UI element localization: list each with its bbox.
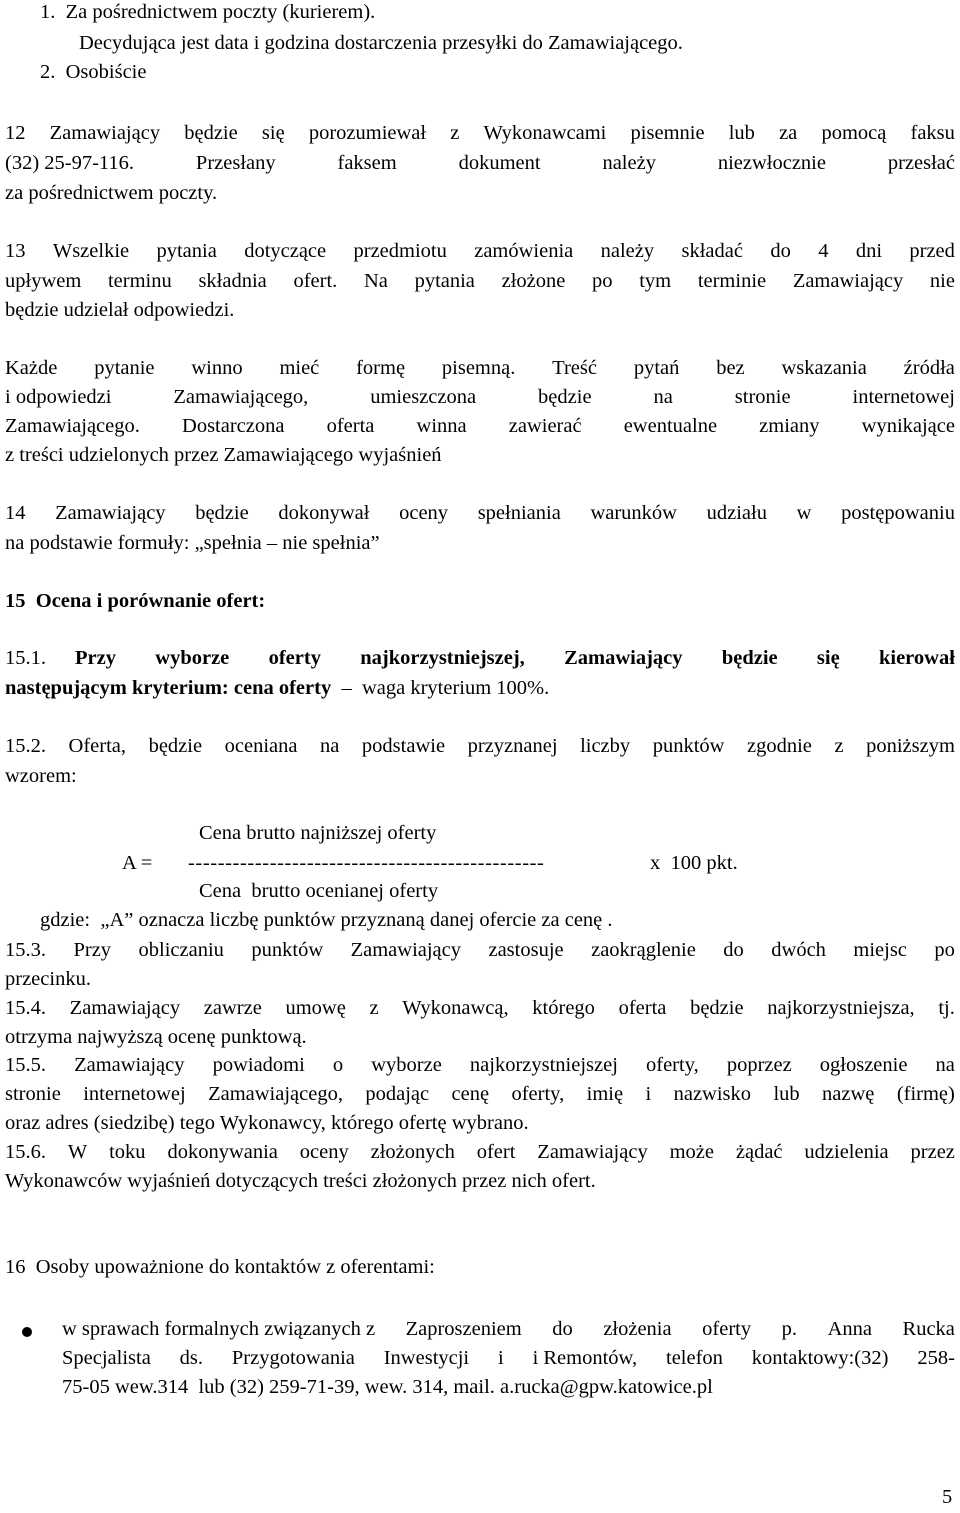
word: się [261, 122, 285, 144]
word: oceny [399, 502, 449, 524]
word: obliczaniu [138, 939, 224, 961]
word: złożenia [603, 1318, 672, 1340]
word: należy [600, 240, 655, 262]
word: nazwisko [673, 1083, 752, 1105]
word: w [796, 502, 812, 524]
word: Przy [75, 647, 116, 669]
s13-para-line-4: z treści udzielonych przez Zamawiającego wyjaśnień [5, 444, 442, 466]
word: (firmę) [896, 1083, 955, 1105]
word: oferta [618, 997, 667, 1019]
word: ds. [179, 1347, 204, 1369]
word: upływem [5, 270, 82, 292]
word: Przesłany [195, 152, 276, 174]
word: zawrze [203, 997, 262, 1019]
word: Zaproszeniem [405, 1318, 522, 1340]
word: zawierać [508, 415, 582, 437]
word: przez [910, 1141, 955, 1163]
word: zmiany [759, 415, 820, 437]
word: powiadomi [212, 1054, 305, 1076]
word: 15.5. [5, 1054, 46, 1076]
word: internetowej [83, 1083, 186, 1105]
word: nie [929, 270, 955, 292]
formula-lhs: A = [122, 852, 153, 874]
s16-bullet-line-1 [62, 1316, 955, 1342]
s14-line-1 [5, 500, 955, 526]
word: Wykonawcami [483, 122, 607, 144]
word: (32) 25-97-116. [5, 152, 135, 174]
list-item-1: 1. Za pośrednictwem poczty (kurierem). [40, 1, 376, 23]
criterion-weight: – waga kryterium 100%. [331, 677, 550, 699]
word: pisemnie [630, 122, 705, 144]
s16-bullet-line-3: 75-05 wew.314 lub (32) 259-71-39, wew. 314, mail. a.rucka@gpw.katowice.pl [62, 1376, 713, 1398]
word: po [592, 270, 613, 292]
word: ofert. [293, 270, 338, 292]
word: zamówienia [474, 240, 574, 262]
word: oferty, [646, 1054, 699, 1076]
word: oferty [702, 1318, 752, 1340]
word: pytania [156, 240, 217, 262]
word: 12 [5, 122, 26, 144]
s15-1-line-1 [75, 645, 955, 671]
s12-line-2 [5, 150, 955, 176]
formula-where: gdzie: „A” oznacza liczbę punktów przyznaną danej ofercie za cenę . [40, 909, 613, 931]
word: udziału [706, 502, 767, 524]
word: Zamawiający [69, 997, 181, 1019]
s13-para-line-2 [5, 384, 955, 410]
word: złożone [501, 270, 566, 292]
word: oceny [299, 1141, 349, 1163]
word: Dostarczona [182, 415, 285, 437]
word: składać [681, 240, 743, 262]
word: ofert [476, 1141, 516, 1163]
s13-line-2 [5, 268, 955, 294]
word: w sprawach formalnych związanych z [62, 1318, 376, 1340]
word: należy [602, 152, 656, 174]
word: 15.3. [5, 939, 46, 961]
word: W [67, 1141, 88, 1163]
word: poprzez [726, 1054, 792, 1076]
word: przedmiotu [353, 240, 447, 262]
word: 258- [917, 1347, 955, 1369]
word: najkorzystniejszej, [360, 647, 525, 669]
word: dni [855, 240, 883, 262]
word: tj. [938, 997, 955, 1019]
word: oferty, [511, 1083, 565, 1105]
word: 15.2. [5, 735, 46, 757]
word: żądać [735, 1141, 783, 1163]
s15-2-line-1 [5, 733, 955, 759]
word: liczby [580, 735, 631, 757]
s15-4-line-2: otrzyma najwyższą ocenę punktową. [5, 1026, 307, 1048]
s15-3-line-2: przecinku. [5, 968, 91, 990]
word: winno [191, 357, 243, 379]
s15-6-line-1 [5, 1139, 955, 1165]
word: Zamawiający [792, 270, 904, 292]
word: nazwę [822, 1083, 875, 1105]
word: na [935, 1054, 955, 1076]
word: którego [532, 997, 595, 1019]
word: dotyczące [244, 240, 327, 262]
s13-para-line-3 [5, 413, 955, 439]
word: niezwłocznie [717, 152, 826, 174]
s13-line-1 [5, 238, 955, 264]
word: Zamawiający [74, 1054, 185, 1076]
word: warunków [590, 502, 677, 524]
word: telefon [666, 1347, 723, 1369]
word: dokument [458, 152, 541, 174]
word: pytania [414, 270, 475, 292]
word: będzie [690, 997, 744, 1019]
word: Specjalista [62, 1347, 151, 1369]
word: wyborze [155, 647, 230, 669]
word: do [770, 240, 791, 262]
word: do [552, 1318, 573, 1340]
word: Rucka [902, 1318, 955, 1340]
word: oceniana [224, 735, 298, 757]
word: oferta [326, 415, 375, 437]
word: Zamawiający [537, 1141, 648, 1163]
word: Oferta, [68, 735, 127, 757]
word: o [332, 1054, 344, 1076]
word: pytanie [94, 357, 155, 379]
word: składnia [198, 270, 267, 292]
s12-line-3: za pośrednictwem poczty. [5, 182, 218, 204]
word: 13 [5, 240, 26, 262]
word: formę [356, 357, 406, 379]
word: punktów [251, 939, 324, 961]
word: Anna [827, 1318, 872, 1340]
word: terminu [107, 270, 172, 292]
word: i [645, 1083, 652, 1105]
word: 4 [818, 240, 829, 262]
word: za [779, 122, 798, 144]
list-item-2: 2. Osobiście [40, 61, 147, 83]
word: miejsc [853, 939, 907, 961]
word: winna [416, 415, 467, 437]
word: ewentualne [623, 415, 718, 437]
s14-line-2: na podstawie formuły: „spełnia – nie spełnia” [5, 532, 380, 554]
word: Zamawiający [564, 647, 683, 669]
formula-fraction-line: ------------------------------------------------ [188, 852, 545, 874]
word: po [934, 939, 955, 961]
word: z [450, 122, 460, 144]
word: zastosuje [488, 939, 564, 961]
s15-1-line-2 [5, 675, 955, 701]
word: Przy [73, 939, 112, 961]
word: pomocą [821, 122, 887, 144]
word: stronie [5, 1083, 61, 1105]
s15-5-line-3: oraz adres (siedzibę) tego Wykonawcy, którego ofertę wybrano. [5, 1112, 529, 1134]
formula-multiplier: x 100 pkt. [650, 852, 738, 874]
s15-5-line-2 [5, 1081, 955, 1107]
word: najkorzystniejszej [469, 1054, 618, 1076]
word: Wszelkie [52, 240, 130, 262]
word: będzie [721, 647, 778, 669]
word: tym [639, 270, 672, 292]
word: wyborze [371, 1054, 442, 1076]
word: najkorzystniejsza, [767, 997, 915, 1019]
word: ogłoszenie [819, 1054, 908, 1076]
s16-heading: 16 Osoby upoważnione do kontaktów z oferentami: [5, 1256, 435, 1278]
bullet-icon [22, 1327, 32, 1337]
word: i odpowiedzi [5, 386, 112, 408]
word: złożonych [370, 1141, 455, 1163]
s15-5-line-1 [5, 1052, 955, 1078]
s12-line-1 [5, 120, 955, 146]
word: będzie [148, 735, 203, 757]
word: Inwestycji [383, 1347, 470, 1369]
word: faksem [337, 152, 397, 174]
word: podstawie [361, 735, 446, 757]
word: 15.4. [5, 997, 46, 1019]
word: terminie [697, 270, 767, 292]
word: Zamawiający [55, 502, 166, 524]
word: p. [781, 1318, 798, 1340]
word: będzie [195, 502, 249, 524]
word: na [320, 735, 340, 757]
word: się [816, 647, 840, 669]
word: z [834, 735, 844, 757]
word: internetowej [852, 386, 955, 408]
word: zaokrąglenie [591, 939, 696, 961]
word: z [369, 997, 379, 1019]
word: mieć [279, 357, 320, 379]
word: Zamawiający [49, 122, 161, 144]
word: cenę [451, 1083, 490, 1105]
word: kontaktowy:(32) [751, 1347, 889, 1369]
formula-numerator: Cena brutto najniższej oferty [199, 822, 437, 844]
word: przed [909, 240, 955, 262]
word: Przygotowania [231, 1347, 355, 1369]
word: zgodnie [747, 735, 812, 757]
word: Zamawiającego, [173, 386, 309, 408]
s15-1-number: 15.1. [5, 647, 46, 669]
word: Na [363, 270, 388, 292]
word: i Remontów, [532, 1347, 638, 1369]
word: wskazania [781, 357, 867, 379]
word: spełniania [477, 502, 561, 524]
word: przesłać [887, 152, 955, 174]
word: dwóch [771, 939, 826, 961]
word: 15.6. [5, 1141, 46, 1163]
word: porozumiewał [308, 122, 427, 144]
word: źródła [903, 357, 955, 379]
word: pytań [633, 357, 680, 379]
word: przyznanej [467, 735, 558, 757]
word: Zamawiającego, [208, 1083, 343, 1105]
word: kierował [878, 647, 955, 669]
s13-line-3: będzie udzielał odpowiedzi. [5, 299, 235, 321]
word: Wykonawcą, [402, 997, 509, 1019]
list-item-1-detail: Decydująca jest data i godzina dostarczenia przesyłki do Zamawiającego. [79, 32, 683, 54]
word: będzie [184, 122, 238, 144]
word: bez [716, 357, 745, 379]
word: umieszczona [370, 386, 477, 408]
word: oferty [268, 647, 321, 669]
word: wynikające [861, 415, 955, 437]
s15-heading: 15 Ocena i porównanie ofert: [5, 590, 266, 612]
word: na [653, 386, 673, 408]
word: faksu [910, 122, 955, 144]
word: pisemną. [441, 357, 516, 379]
word: toku [109, 1141, 146, 1163]
word: Zamawiającego. [5, 415, 140, 437]
page-number: 5 [942, 1486, 953, 1508]
word: imię [586, 1083, 624, 1105]
word: stronie [734, 386, 791, 408]
s15-2-line-2: wzorem: [5, 765, 77, 787]
word: lub [728, 122, 755, 144]
word: podając [365, 1083, 430, 1105]
word: lub [773, 1083, 800, 1105]
s16-bullet-line-2 [62, 1345, 955, 1371]
word: do [723, 939, 744, 961]
s15-3-line-1 [5, 937, 955, 963]
word: dokonywał [278, 502, 370, 524]
criterion-label: następującym kryterium: cena oferty [5, 677, 332, 699]
word: będzie [538, 386, 592, 408]
formula-denominator: Cena brutto ocenianej oferty [199, 880, 439, 902]
word: Każde [5, 357, 58, 379]
word: poniższym [866, 735, 955, 757]
word: Treść [552, 357, 597, 379]
word: postępowaniu [841, 502, 955, 524]
word: 14 [5, 502, 26, 524]
word: punktów [652, 735, 725, 757]
s15-6-line-2: Wykonawców wyjaśnień dotyczących treści złożonych przez nich ofert. [5, 1170, 596, 1192]
s15-4-line-1 [5, 995, 955, 1021]
word: udzielenia [804, 1141, 889, 1163]
s13-para-line-1 [5, 355, 955, 381]
word: może [669, 1141, 714, 1163]
word: Zamawiający [350, 939, 462, 961]
word: i [498, 1347, 504, 1369]
word: umowę [285, 997, 346, 1019]
word: dokonywania [167, 1141, 278, 1163]
